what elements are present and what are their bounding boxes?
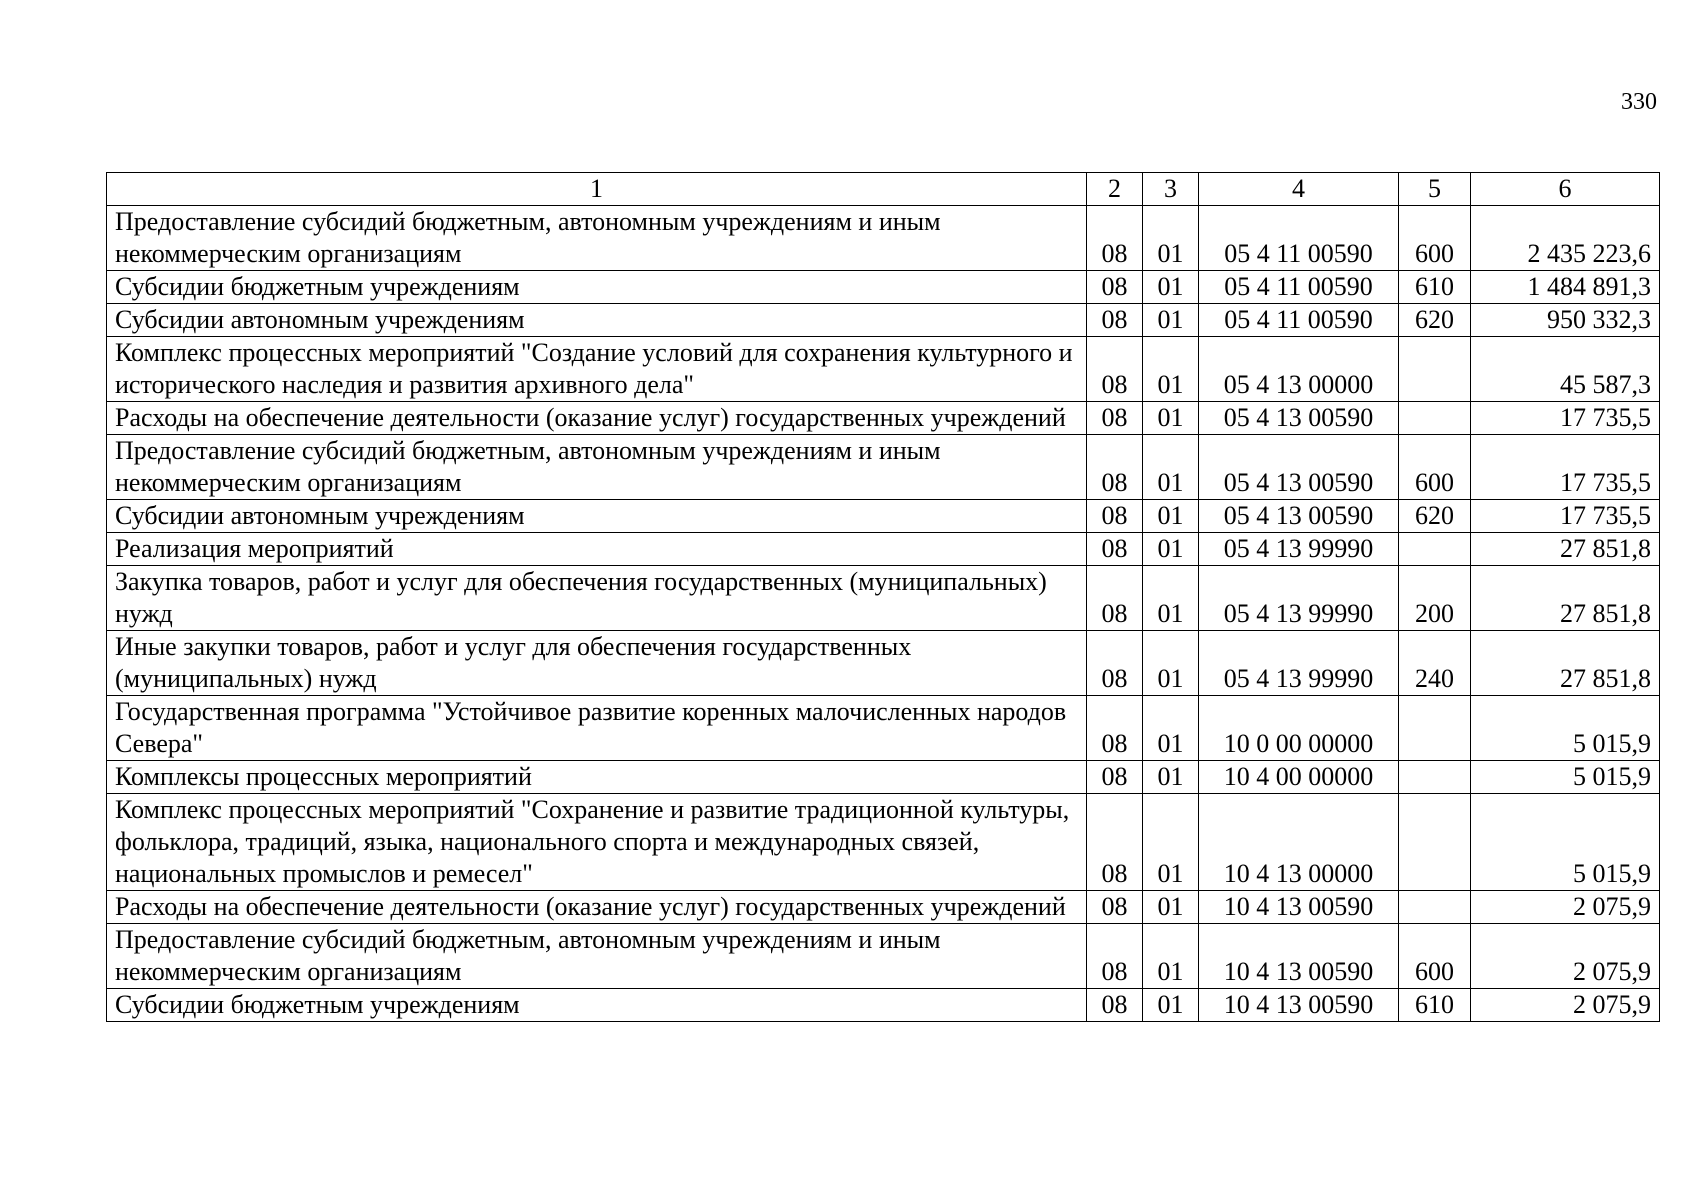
cell-section: 08: [1087, 533, 1143, 566]
cell-expense-type: [1399, 533, 1471, 566]
cell-expense-type: [1399, 402, 1471, 435]
cell-amount: 2 435 223,6: [1471, 206, 1660, 271]
header-cell-subsection: 3: [1143, 173, 1199, 206]
table-row: [107, 924, 1660, 989]
cell-amount: 17 735,5: [1471, 435, 1660, 500]
cell-subsection: 01: [1143, 924, 1199, 989]
header-cell-section: 2: [1087, 173, 1143, 206]
cell-name: Субсидии автономным учреждениям: [107, 304, 1087, 337]
cell-subsection: 01: [1143, 402, 1199, 435]
table-row: [107, 566, 1660, 631]
cell-section: 08: [1087, 761, 1143, 794]
cell-expense-type: 200: [1399, 566, 1471, 631]
cell-expense-type: 600: [1399, 206, 1471, 271]
cell-amount: 5 015,9: [1471, 696, 1660, 761]
cell-section: 08: [1087, 891, 1143, 924]
cell-target-article: 10 4 13 00000: [1199, 794, 1399, 891]
table-row: [107, 271, 1660, 304]
cell-name: Комплекс процессных мероприятий "Сохранение и развитие традиционной культуры, фольклора, традиций, языка, национального спорта и международных связей, национальных промыслов и ремесел": [107, 794, 1087, 891]
cell-expense-type: [1399, 761, 1471, 794]
table-row: [107, 696, 1660, 761]
cell-subsection: 01: [1143, 566, 1199, 631]
cell-subsection: 01: [1143, 533, 1199, 566]
cell-amount: 27 851,8: [1471, 631, 1660, 696]
table-row: [107, 402, 1660, 435]
cell-name: Предоставление субсидий бюджетным, автономным учреждениям и иным некоммерческим организациям: [107, 435, 1087, 500]
cell-name: Расходы на обеспечение деятельности (оказание услуг) государственных учреждений: [107, 402, 1087, 435]
table-body: [107, 206, 1660, 1022]
cell-amount: 5 015,9: [1471, 794, 1660, 891]
cell-expense-type: [1399, 337, 1471, 402]
table-row: [107, 989, 1660, 1022]
cell-subsection: 01: [1143, 761, 1199, 794]
cell-name: Субсидии автономным учреждениям: [107, 500, 1087, 533]
cell-expense-type: 600: [1399, 924, 1471, 989]
table-header: [107, 173, 1660, 206]
cell-section: 08: [1087, 566, 1143, 631]
cell-amount: 2 075,9: [1471, 891, 1660, 924]
cell-section: 08: [1087, 337, 1143, 402]
cell-target-article: 05 4 11 00590: [1199, 304, 1399, 337]
cell-name: Иные закупки товаров, работ и услуг для обеспечения государственных (муниципальных) нужд: [107, 631, 1087, 696]
header-row: [107, 173, 1660, 206]
header-cell-name: 1: [107, 173, 1087, 206]
cell-target-article: 05 4 11 00590: [1199, 271, 1399, 304]
cell-name: Предоставление субсидий бюджетным, автономным учреждениям и иным некоммерческим организациям: [107, 206, 1087, 271]
cell-amount: 950 332,3: [1471, 304, 1660, 337]
cell-amount: 45 587,3: [1471, 337, 1660, 402]
cell-subsection: 01: [1143, 500, 1199, 533]
cell-section: 08: [1087, 206, 1143, 271]
cell-target-article: 10 0 00 00000: [1199, 696, 1399, 761]
table-row: [107, 631, 1660, 696]
cell-target-article: 05 4 13 00590: [1199, 500, 1399, 533]
cell-amount: 27 851,8: [1471, 533, 1660, 566]
cell-expense-type: 610: [1399, 271, 1471, 304]
cell-expense-type: [1399, 891, 1471, 924]
cell-name: Субсидии бюджетным учреждениям: [107, 271, 1087, 304]
cell-section: 08: [1087, 271, 1143, 304]
cell-section: 08: [1087, 924, 1143, 989]
header-cell-expense-type: 5: [1399, 173, 1471, 206]
cell-section: 08: [1087, 435, 1143, 500]
cell-amount: 27 851,8: [1471, 566, 1660, 631]
cell-section: 08: [1087, 696, 1143, 761]
cell-subsection: 01: [1143, 337, 1199, 402]
cell-expense-type: [1399, 794, 1471, 891]
page-number: 330: [1621, 89, 1657, 115]
cell-expense-type: 620: [1399, 304, 1471, 337]
cell-section: 08: [1087, 500, 1143, 533]
cell-name: Субсидии бюджетным учреждениям: [107, 989, 1087, 1022]
budget-table: [106, 172, 1660, 1022]
cell-amount: 2 075,9: [1471, 924, 1660, 989]
cell-subsection: 01: [1143, 206, 1199, 271]
cell-amount: 17 735,5: [1471, 500, 1660, 533]
cell-target-article: 10 4 00 00000: [1199, 761, 1399, 794]
table-row: [107, 337, 1660, 402]
cell-section: 08: [1087, 631, 1143, 696]
cell-subsection: 01: [1143, 794, 1199, 891]
cell-name: Реализация мероприятий: [107, 533, 1087, 566]
cell-expense-type: 610: [1399, 989, 1471, 1022]
cell-target-article: 10 4 13 00590: [1199, 891, 1399, 924]
cell-subsection: 01: [1143, 435, 1199, 500]
cell-subsection: 01: [1143, 696, 1199, 761]
table-row: [107, 304, 1660, 337]
table-row: [107, 794, 1660, 891]
header-cell-target-article: 4: [1199, 173, 1399, 206]
cell-target-article: 05 4 13 00590: [1199, 435, 1399, 500]
cell-section: 08: [1087, 794, 1143, 891]
cell-target-article: 05 4 13 99990: [1199, 631, 1399, 696]
cell-amount: 17 735,5: [1471, 402, 1660, 435]
table-row: [107, 206, 1660, 271]
cell-name: Комплексы процессных мероприятий: [107, 761, 1087, 794]
cell-subsection: 01: [1143, 891, 1199, 924]
cell-subsection: 01: [1143, 304, 1199, 337]
cell-name: Закупка товаров, работ и услуг для обеспечения государственных (муниципальных) нужд: [107, 566, 1087, 631]
cell-subsection: 01: [1143, 631, 1199, 696]
cell-name: Расходы на обеспечение деятельности (оказание услуг) государственных учреждений: [107, 891, 1087, 924]
cell-section: 08: [1087, 402, 1143, 435]
cell-subsection: 01: [1143, 989, 1199, 1022]
cell-expense-type: 600: [1399, 435, 1471, 500]
cell-name: Государственная программа "Устойчивое развитие коренных малочисленных народов Севера": [107, 696, 1087, 761]
cell-subsection: 01: [1143, 271, 1199, 304]
header-cell-amount: 6: [1471, 173, 1660, 206]
table-row: [107, 761, 1660, 794]
cell-name: Комплекс процессных мероприятий "Создание условий для сохранения культурного и исторического наследия и развития архивного дела": [107, 337, 1087, 402]
cell-name: Предоставление субсидий бюджетным, автономным учреждениям и иным некоммерческим организациям: [107, 924, 1087, 989]
cell-amount: 5 015,9: [1471, 761, 1660, 794]
cell-section: 08: [1087, 989, 1143, 1022]
cell-target-article: 05 4 13 00590: [1199, 402, 1399, 435]
cell-target-article: 10 4 13 00590: [1199, 989, 1399, 1022]
cell-target-article: 05 4 11 00590: [1199, 206, 1399, 271]
table-row: [107, 533, 1660, 566]
cell-target-article: 10 4 13 00590: [1199, 924, 1399, 989]
cell-amount: 1 484 891,3: [1471, 271, 1660, 304]
cell-target-article: 05 4 13 99990: [1199, 533, 1399, 566]
cell-expense-type: 240: [1399, 631, 1471, 696]
table-row: [107, 435, 1660, 500]
cell-target-article: 05 4 13 99990: [1199, 566, 1399, 631]
cell-amount: 2 075,9: [1471, 989, 1660, 1022]
cell-expense-type: 620: [1399, 500, 1471, 533]
cell-expense-type: [1399, 696, 1471, 761]
table-row: [107, 891, 1660, 924]
table-row: [107, 500, 1660, 533]
cell-target-article: 05 4 13 00000: [1199, 337, 1399, 402]
cell-section: 08: [1087, 304, 1143, 337]
